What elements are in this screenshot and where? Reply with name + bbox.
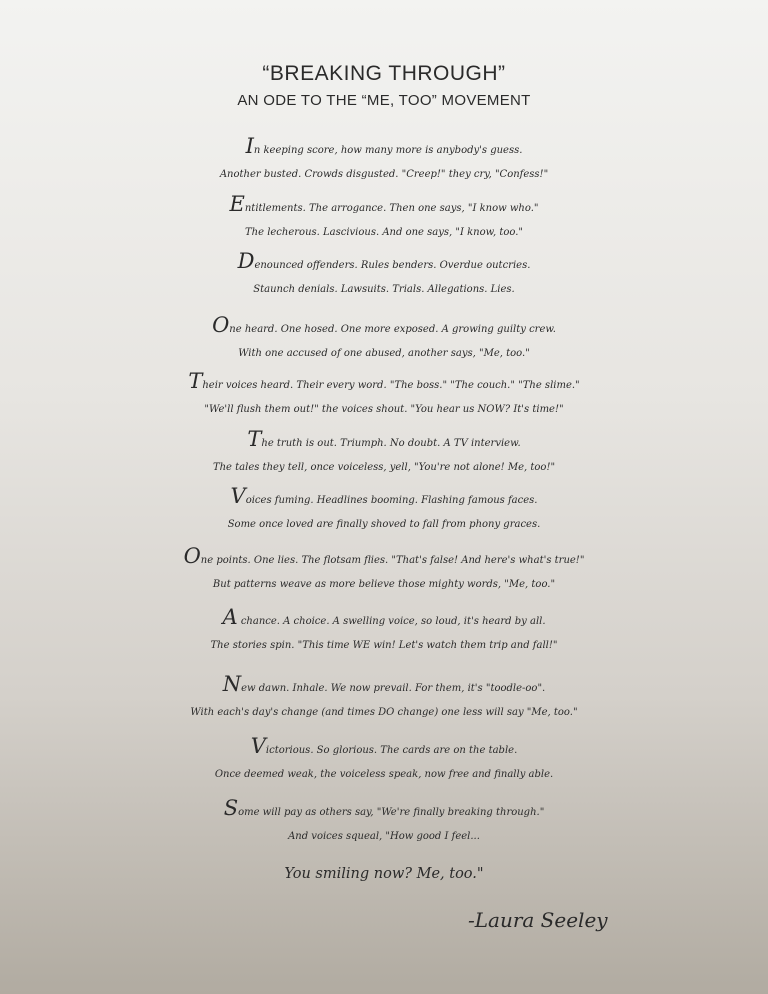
stanza-line xyxy=(0,672,768,701)
stanza-12 xyxy=(0,796,768,849)
stanza-line xyxy=(0,796,768,825)
drop-initial: O xyxy=(183,544,201,568)
stanza-line xyxy=(0,484,768,513)
closing-line: You smiling now? Me, too." xyxy=(284,866,484,882)
stanza-line xyxy=(0,134,768,163)
drop-initial: T xyxy=(247,427,262,451)
line-text: enounced offenders. Rules benders. Overdue outcries. xyxy=(254,260,531,271)
drop-initial: V xyxy=(250,734,266,758)
stanza-6 xyxy=(0,427,768,480)
line-text: oices fuming. Headlines booming. Flashing famous faces. xyxy=(245,495,538,506)
drop-initial: A xyxy=(222,605,238,629)
stanza-line: The stories spin. "This time WE win! Let's watch them trip and fall!" xyxy=(210,640,558,651)
drop-initial: S xyxy=(223,796,239,820)
stanza-line xyxy=(0,369,768,398)
line-text: ne points. One lies. The flotsam flies. "That's false! And here's what's true!" xyxy=(200,555,585,566)
stanza-1 xyxy=(0,134,768,187)
line-text: ew dawn. Inhale. We now prevail. For them, it's "toodle-oo". xyxy=(241,683,546,694)
stanza-line xyxy=(0,192,768,221)
stanza-5 xyxy=(0,369,768,422)
line-text: heir voices heard. Their every word. "The boss." "The couch." "The slime." xyxy=(202,380,580,391)
stanza-line xyxy=(0,427,768,456)
stanza-8 xyxy=(0,544,768,597)
line-text: he truth is out. Triumph. No doubt. A TV interview. xyxy=(261,438,521,449)
stanza-line: "We'll flush them out!" the voices shout. "You hear us NOW? It's time!" xyxy=(204,404,564,415)
stanza-line: But patterns weave as more believe those mighty words, "Me, too." xyxy=(212,579,556,590)
stanza-9 xyxy=(0,605,768,658)
stanza-line xyxy=(0,544,768,573)
stanza-11 xyxy=(0,734,768,787)
drop-initial: I xyxy=(245,134,254,158)
stanza-2 xyxy=(0,192,768,245)
line-text: ictorious. So glorious. The cards are on the table. xyxy=(265,745,518,756)
stanza-line xyxy=(0,249,768,278)
drop-initial: T xyxy=(188,369,203,393)
line-text: chance. A choice. A swelling voice, so loud, it's heard by all. xyxy=(237,616,546,627)
drop-initial: N xyxy=(222,672,242,696)
stanza-line: Some once loved are finally shoved to fall from phony graces. xyxy=(227,519,541,530)
poem-subtitle: AN ODE TO THE “ME, TOO” MOVEMENT xyxy=(237,92,531,109)
drop-initial: D xyxy=(237,249,255,273)
stanza-10 xyxy=(0,672,768,725)
line-text: ne heard. One hosed. One more exposed. A growing guilty crew. xyxy=(229,324,556,335)
line-text: n keeping score, how many more is anybody's guess. xyxy=(253,145,523,156)
drop-initial: O xyxy=(212,313,230,337)
stanza-line xyxy=(0,605,768,634)
stanza-3 xyxy=(0,249,768,302)
line-text: ntitlements. The arrogance. Then one says, "I know who." xyxy=(244,203,539,214)
stanza-7 xyxy=(0,484,768,537)
author-signature: -Laura Seeley xyxy=(468,908,608,932)
stanza-line: Staunch denials. Lawsuits. Trials. Allegations. Lies. xyxy=(253,284,515,295)
stanza-line: Another busted. Crowds disgusted. "Creep!" they cry, "Confess!" xyxy=(219,169,549,180)
stanza-line: With one accused of one abused, another says, "Me, too." xyxy=(238,348,530,359)
stanza-line xyxy=(0,313,768,342)
stanza-line: And voices squeal, "How good I feel... xyxy=(288,831,480,842)
stanza-line: Once deemed weak, the voiceless speak, now free and finally able. xyxy=(214,769,554,780)
line-text: ome will pay as others say, "We're finally breaking through." xyxy=(238,807,545,818)
poem-title: “BREAKING THROUGH” xyxy=(262,62,506,85)
drop-initial: V xyxy=(230,484,246,508)
stanza-line: The tales they tell, once voiceless, yell, "You're not alone! Me, too!" xyxy=(212,462,556,473)
stanza-4 xyxy=(0,313,768,366)
stanza-line: With each's day's change (and times DO change) one less will say "Me, too." xyxy=(190,707,578,718)
drop-initial: E xyxy=(229,192,245,216)
stanza-line: The lecherous. Lascivious. And one says, "I know, too." xyxy=(244,227,524,238)
stanza-line xyxy=(0,734,768,763)
